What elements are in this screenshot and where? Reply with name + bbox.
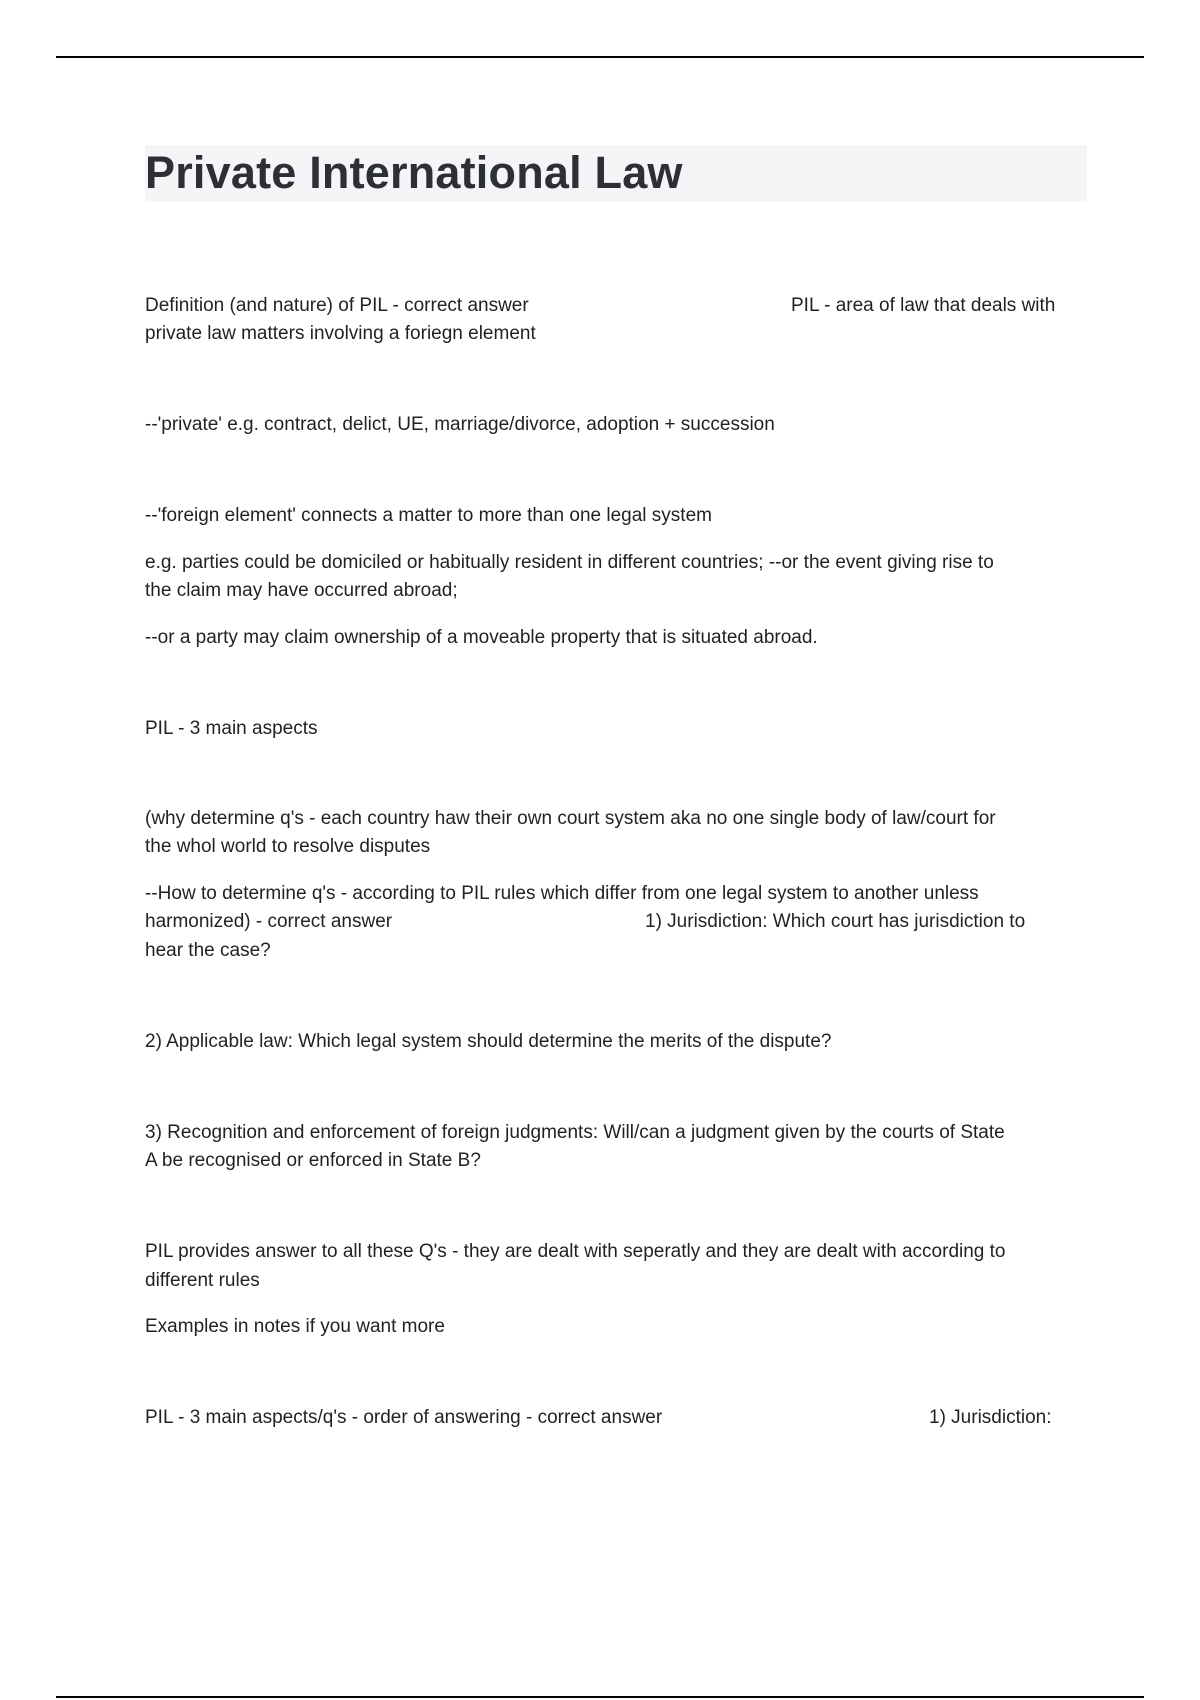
jurisdiction-answer-line-2: hear the case?: [145, 940, 271, 961]
why-determine-line-2: the whol world to resolve disputes: [145, 836, 431, 857]
provides-answer-line-1: PIL provides answer to all these Q's - they are dealt with seperatly and they are dealt with according to: [145, 1241, 1006, 1262]
applicable-law-text: 2) Applicable law: Which legal system should determine the merits of the dispute?: [145, 1031, 832, 1052]
order-answer: 1) Jurisdiction:: [929, 1407, 1052, 1428]
how-determine-line-1: --How to determine q's - according to PIL rules which differ from one legal system to another unless: [145, 883, 979, 904]
why-determine-line-1: (why determine q's - each country haw their own court system aka no one single body of law/court for: [145, 808, 996, 829]
document-title: Private International Law: [145, 147, 683, 198]
three-aspects-heading: PIL - 3 main aspects: [145, 718, 318, 739]
how-determine-line-2: harmonized) - correct answer: [145, 911, 393, 932]
definition-question: Definition (and nature) of PIL - correct answer: [145, 295, 529, 316]
definition-answer-line-1: PIL - area of law that deals with: [791, 295, 1056, 316]
provides-answer-line-2: different rules: [145, 1270, 260, 1291]
recognition-line-2: A be recognised or enforced in State B?: [145, 1150, 481, 1171]
order-question: PIL - 3 main aspects/q's - order of answering - correct answer: [145, 1407, 663, 1428]
ownership-text: --or a party may claim ownership of a moveable property that is situated abroad.: [145, 627, 818, 648]
bottom-rule: [56, 1696, 1144, 1698]
examples-note: Examples in notes if you want more: [145, 1316, 445, 1337]
definition-answer-line-2: private law matters involving a foriegn element: [145, 323, 536, 344]
private-examples: --'private' e.g. contract, delict, UE, marriage/divorce, adoption + succession: [145, 414, 775, 435]
jurisdiction-answer-line-1: 1) Jurisdiction: Which court has jurisdiction to: [645, 911, 1026, 932]
top-rule: [56, 56, 1144, 58]
parties-example-line-2: the claim may have occurred abroad;: [145, 580, 458, 601]
parties-example-line-1: e.g. parties could be domiciled or habitually resident in different countries; --or the event giving rise to: [145, 552, 994, 573]
foreign-element-text: --'foreign element' connects a matter to more than one legal system: [145, 505, 712, 526]
recognition-line-1: 3) Recognition and enforcement of foreign judgments: Will/can a judgment given by the courts of State: [145, 1122, 1005, 1143]
